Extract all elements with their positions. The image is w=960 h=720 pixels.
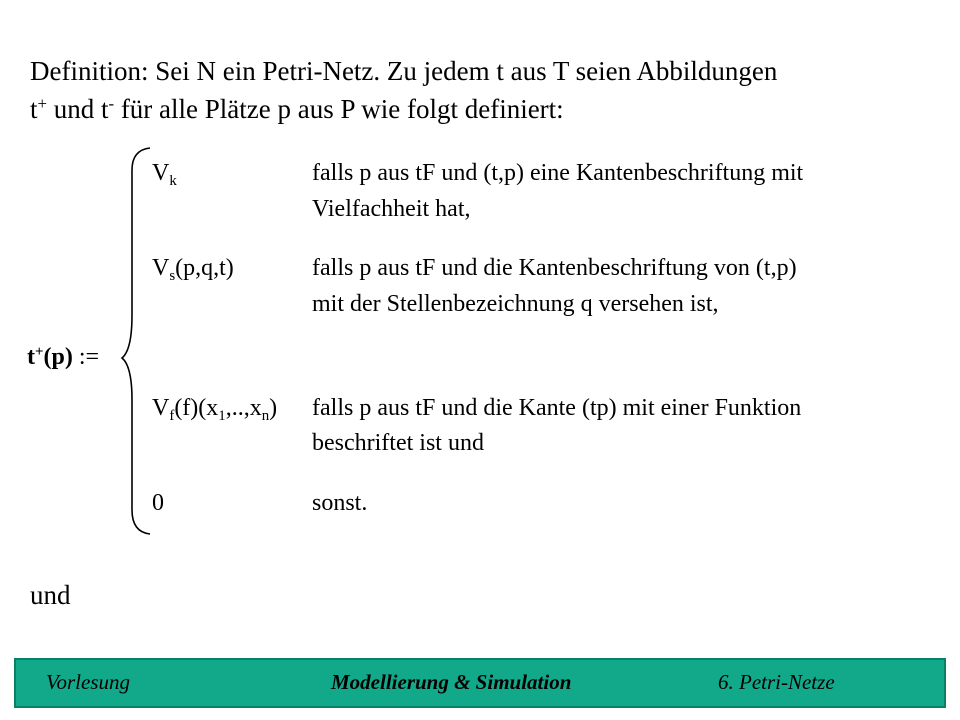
- und-t-text: und t: [46, 94, 109, 124]
- lhs-t: t: [27, 344, 35, 370]
- case-zero-term: 0: [152, 490, 164, 516]
- minus-superscript: -: [108, 93, 115, 113]
- case-vf-term: $V_f(f)(x_1,..,x_n)$: [152, 395, 278, 425]
- case-vk-term: $V_k$: [152, 160, 177, 190]
- footer-vorlesung: Vorlesung: [46, 670, 130, 694]
- case-vs-desc-1: falls p aus tF und die Kantenbeschriftung von (t,p): [312, 255, 797, 281]
- lhs-expression: [27, 344, 99, 371]
- case-vk-desc-1: falls p aus tF und (t,p) eine Kantenbeschriftung mit: [312, 160, 804, 186]
- footer-chapter: 6. Petri-Netze: [718, 670, 835, 694]
- lhs-plus: +: [35, 343, 44, 360]
- t-symbol: t: [30, 94, 38, 124]
- definition-line-2: [30, 94, 564, 125]
- case-vf-desc-1: falls p aus tF und die Kante (tp) mit einer Funktion: [312, 395, 802, 421]
- plus-superscript: +: [37, 93, 47, 113]
- footer-course-title: Modellierung & Simulation: [331, 670, 572, 694]
- left-brace: [120, 140, 160, 540]
- case-zero-desc: sonst.: [312, 490, 368, 516]
- case-vk-desc-2: Vielfachheit hat,: [312, 196, 471, 222]
- lhs-p: (p): [43, 344, 73, 370]
- footer-bar: [14, 658, 946, 708]
- case-vs-desc-2: mit der Stellenbezeichnung q versehen ist,: [312, 291, 719, 317]
- definition-line-1: Definition: Sei N ein Petri-Netz. Zu jedem t aus T seien Abbildungen: [30, 56, 778, 86]
- case-vf-desc-2: beschriftet ist und: [312, 430, 484, 456]
- und-text: und: [30, 580, 71, 610]
- case-vs-term: $V_s(p,q,t)$: [152, 255, 234, 285]
- lhs-assign: :=: [72, 344, 100, 370]
- definition-rest-text: für alle Plätze p aus P wie folgt definiert:: [114, 94, 564, 124]
